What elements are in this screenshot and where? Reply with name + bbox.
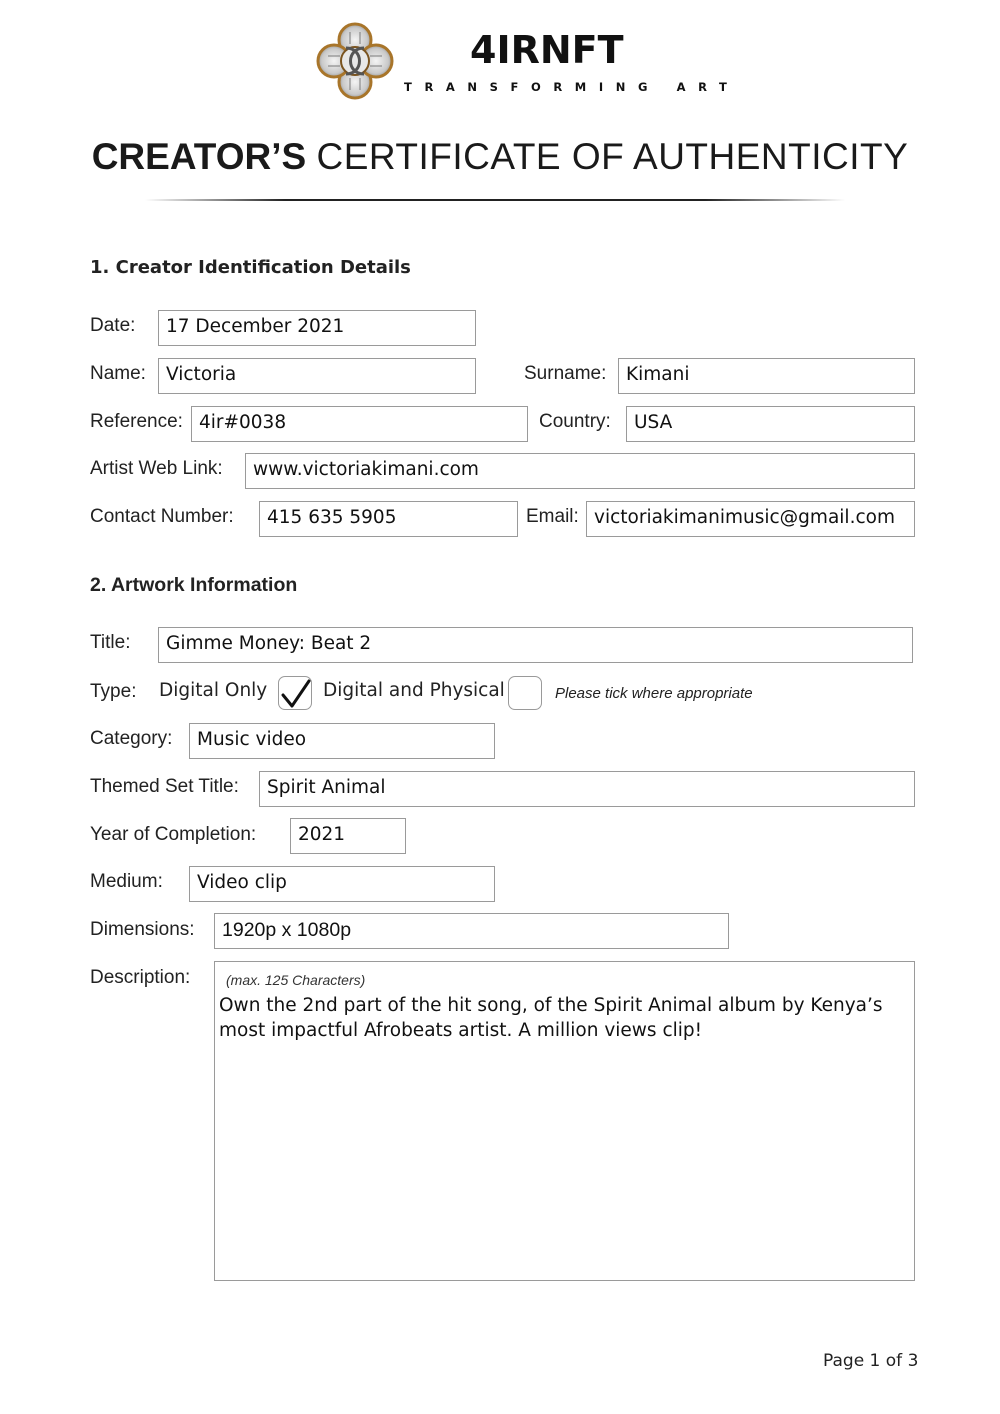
title-field[interactable]: Gimme Money: Beat 2 [158,627,913,663]
certificate-title-bold: CREATOR’S [91,136,307,177]
brand-logo-icon [316,22,394,100]
type-hint: Please tick where appropriate [555,685,753,702]
themed-set-field[interactable]: Spirit Animal [259,771,915,807]
reference-label: Reference: [90,411,183,432]
digital-physical-checkbox[interactable] [508,676,542,710]
certificate-title [0,134,1000,180]
category-label: Category: [90,728,173,749]
type-option-digital-physical: Digital and Physical [323,680,505,701]
section-heading-creator: 1. Creator Identification Details [90,257,411,278]
description-field[interactable] [214,961,915,1281]
year-field[interactable]: 2021 [290,818,406,854]
date-field[interactable]: 17 December 2021 [158,310,476,346]
checkmark-icon [279,677,313,711]
digital-only-checkbox[interactable] [278,676,312,710]
weblink-field[interactable]: www.victoriakimani.com [245,453,915,489]
description-label: Description: [90,967,191,988]
medium-label: Medium: [90,871,163,892]
title-divider [145,188,845,190]
date-label: Date: [90,315,136,336]
section-heading-artwork: 2. Artwork Information [90,574,298,596]
certificate-title-rest: CERTIFICATE OF AUTHENTICITY [316,136,909,177]
dimensions-field[interactable]: 1920p x 1080p [214,913,729,949]
category-field[interactable]: Music video [189,723,495,759]
email-label: Email: [526,506,579,527]
title-label: Title: [90,632,131,653]
weblink-label: Artist Web Link: [90,458,223,479]
email-field[interactable]: victoriakimanimusic@gmail.com [586,501,915,537]
reference-field[interactable]: 4ir#0038 [191,406,528,442]
description-hint: (max. 125 Characters) [226,972,366,988]
type-option-digital-only: Digital Only [159,680,268,701]
brand-tagline: TRANSFORMING ART [404,80,740,94]
medium-field[interactable]: Video clip [189,866,495,902]
year-label: Year of Completion: [90,824,257,845]
name-field[interactable]: Victoria [158,358,476,394]
description-text: Own the 2nd part of the hit song, of the Spirit Animal album by Kenya’s most impactful Afrobeats artist. A million views clip! [219,995,883,1041]
country-field[interactable]: USA [626,406,915,442]
country-label: Country: [539,411,611,432]
name-label: Name: [90,363,146,384]
themed-set-label: Themed Set Title: [90,776,239,797]
dimensions-label: Dimensions: [90,919,195,940]
contact-field[interactable]: 415 635 5905 [259,501,518,537]
type-label: Type: [90,681,137,702]
contact-label: Contact Number: [90,506,234,527]
surname-field[interactable]: Kimani [618,358,915,394]
page-number: Page 1 of 3 [823,1351,919,1371]
brand-name: 4IRNFT [470,28,624,72]
surname-label: Surname: [524,363,607,384]
